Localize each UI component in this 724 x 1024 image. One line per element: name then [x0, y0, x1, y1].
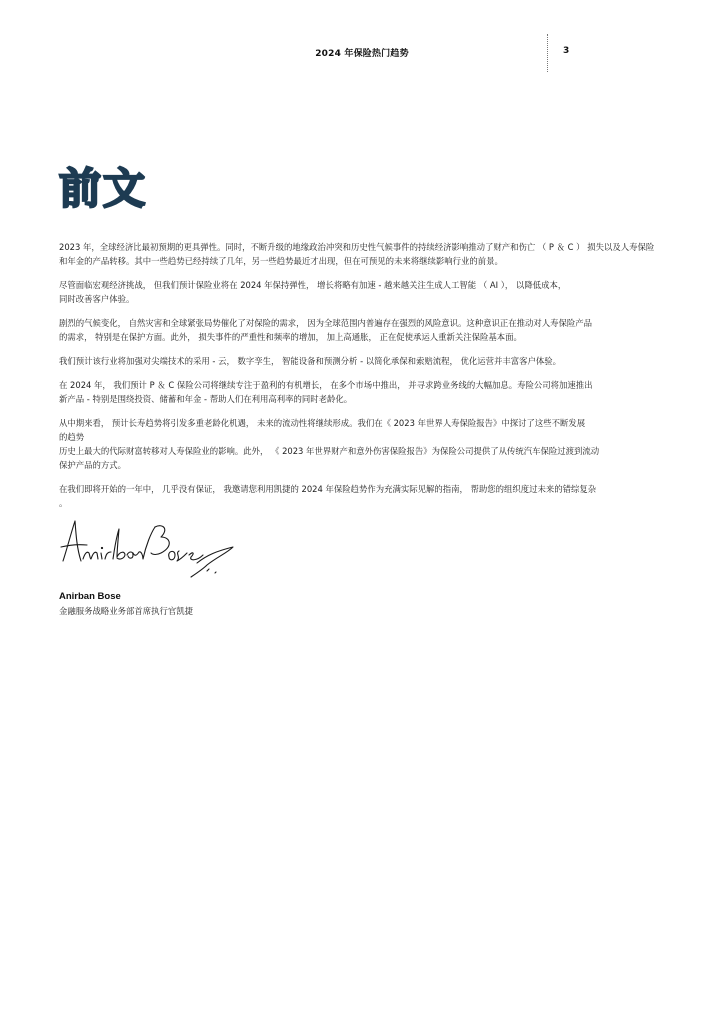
signer-name: Anirban Bose: [59, 591, 121, 602]
paragraph-3: 剧烈的气候变化， 自然灾害和全球紧张局势催化了对保险的需求， 因为全球范围内普遍存在强烈的风险意识。这种意识正在推动对人寿保险产品 的需求， 特别是在保护方面。此外， 损失事件的严重性和频率的增加， 加上高通胀， 正在促使承运人重新关注保险基本面。: [59, 318, 592, 342]
paragraph-6: 从中期来看， 预计长寿趋势将引发多重老龄化机遇， 未来的流动性将继续形成。我们在《 2023 年世界人寿保险报告》中探讨了这些不断发展 的趋势 历史上最大的代际财富转移对人寿保险业的影响。此外， 《 2023 年世界财产和意外伤害保险报告》为保险公司提供了从传统汽车保险过渡到流动 保护产品的方式。: [59, 418, 600, 470]
body-text: [59, 240, 659, 520]
header-divider: [547, 34, 548, 72]
paragraph-4: 我们预计该行业将加强对尖端技术的采用 - 云， 数字孪生， 智能设备和预测分析 - 以简化承保和索赔流程， 优化运营并丰富客户体验。: [59, 356, 562, 366]
paragraph-7: 在我们即将开始的一年中， 几乎没有保证， 我邀请您利用凯捷的 2024 年保险趋势作为充满实际见解的指南， 帮助您的组织度过未来的错综复杂 。: [59, 484, 597, 508]
paragraph-5: 在 2024 年， 我们预计 P ＆ C 保险公司将继续专注于盈利的有机增长， 在多个市场中推出， 并寻求跨业务线的大幅加息。寿险公司将加速推出 新产品 - 特别是围绕投资、储蓄和年金 - 帮助人们在利用高利率的同时老龄化。: [59, 380, 593, 404]
running-header-title: 2024 年保险热门趋势: [315, 49, 409, 59]
signer-title: 金融服务战略业务部首席执行官凯捷: [59, 606, 193, 616]
paragraph-1: 2023 年，全球经济比最初预期的更具弹性。同时，不断升级的地缘政治冲突和历史性气候事件的持续经济影响推动了财产和伤亡 （ P ＆ C ） 损失以及人寿保险和年金的产品转移。其中一些趋势已经持续了几年，另一些趋势最近才出现，但在可预见的未来将继续影响行业的前景。: [59, 242, 655, 266]
page-number: 3: [563, 46, 570, 56]
page-title: 前文: [59, 164, 148, 213]
handwritten-signature: [57, 515, 247, 585]
paragraph-2: 尽管面临宏观经济挑战， 但我们预计保险业将在 2024 年保持弹性， 增长将略有加速 - 越来越关注生成人工智能 （ AI ）， 以降低成本， 同时改善客户体验。: [59, 280, 567, 304]
